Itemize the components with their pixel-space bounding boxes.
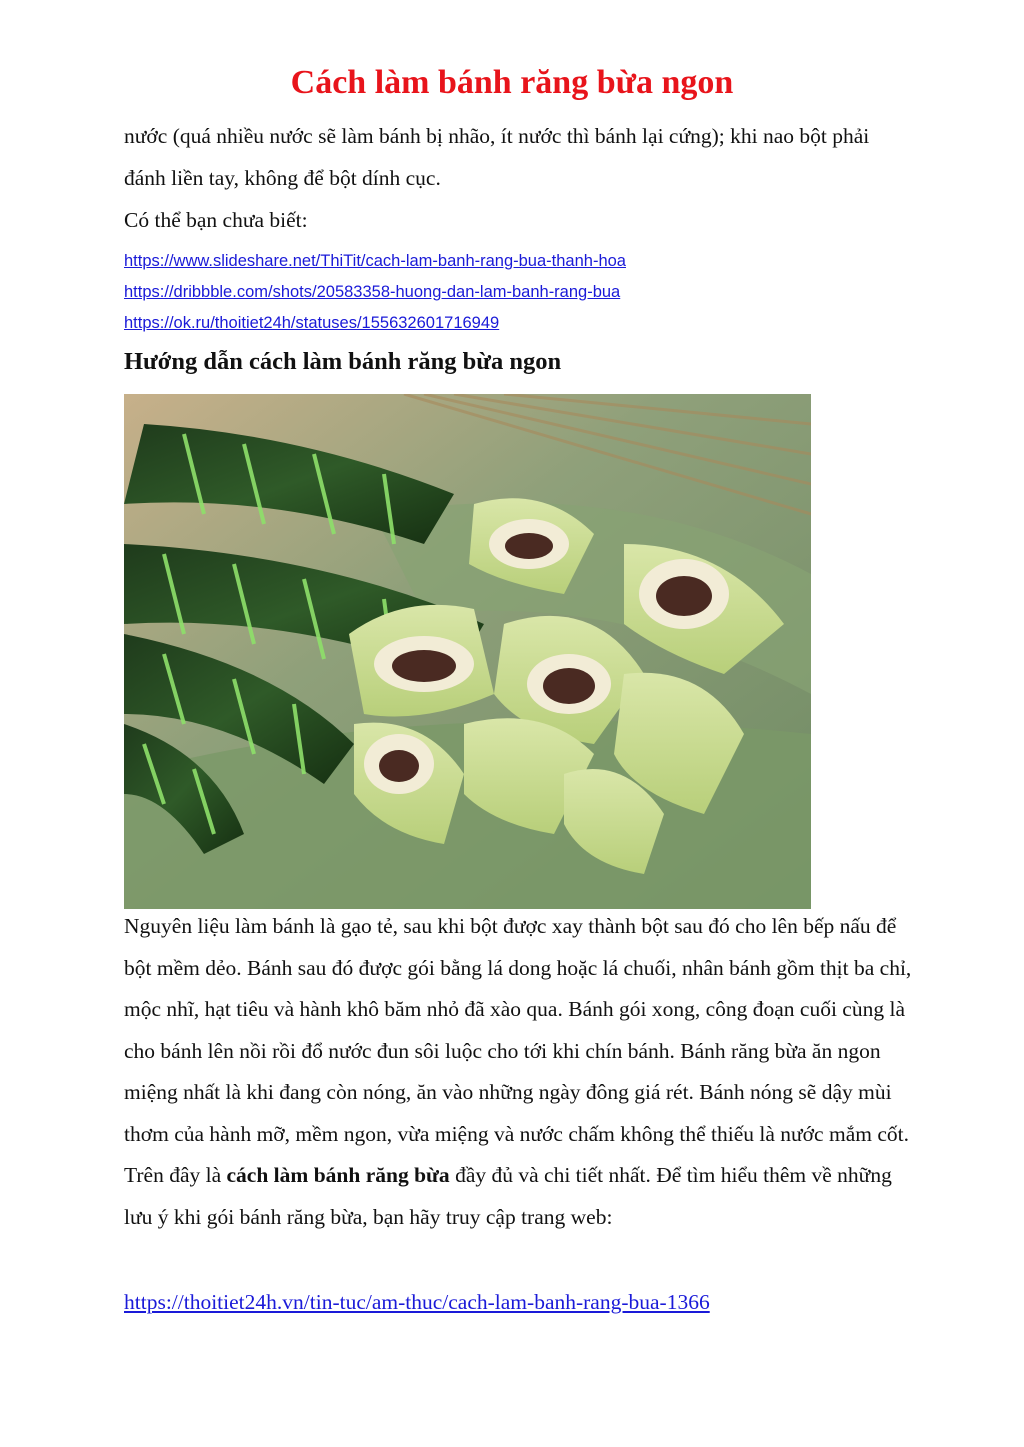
body-text-part2: đầy đủ và chi tiết nhất. Để tìm hiểu thêm về những lưu ý khi gói bánh răng bừa, bạn hãy truy cập trang web: xyxy=(124,1163,892,1229)
page-title: Cách làm bánh răng bừa ngon xyxy=(290,64,734,101)
related-link-okru[interactable]: https://ok.ru/thoitiet24h/statuses/155632601716949 xyxy=(124,314,500,332)
source-link[interactable]: https://thoitiet24h.vn/tin-tuc/am-thuc/cach-lam-banh-rang-bua-1366 xyxy=(124,1290,710,1314)
related-links-list xyxy=(124,248,626,341)
banh-rang-bua-photo xyxy=(124,394,811,909)
final-link-paragraph xyxy=(124,1282,710,1324)
see-also-label: Có thể bạn chưa biết: xyxy=(124,208,308,232)
body-paragraph xyxy=(124,906,914,1238)
body-text-part1: Nguyên liệu làm bánh là gạo tẻ, sau khi bột được xay thành bột sau đó cho lên bếp nấu để bột mềm dẻo. Bánh sau đó được gói bằng lá dong hoặc lá chuối, nhân bánh gồm thịt ba chỉ, mộc nhĩ, hạt tiêu và hành khô băm nhỏ đã xào qua. Bánh gói xong, công đoạn cuối cùng là cho bánh lên nồi rồi đổ nước đun sôi luộc cho tới khi chín bánh. Bánh răng bừa ăn ngon miệng nhất là khi đang còn nóng, ăn vào những ngày đông giá rét. Bánh nóng sẽ dậy mùi thơm của hành mỡ, mềm ngon, vừa miệng và nước chấm không thể thiếu là nước mắm cốt. Trên đây là xyxy=(124,914,912,1187)
related-link-item xyxy=(124,248,626,279)
intro-paragraph: nước (quá nhiều nước sẽ làm bánh bị nhão, ít nước thì bánh lại cứng); khi nao bột phải đánh liền tay, không để bột dính cục. xyxy=(124,124,870,190)
related-link-item xyxy=(124,310,626,341)
body-text-bold: cách làm bánh răng bừa xyxy=(226,1163,450,1187)
related-link-dribbble[interactable]: https://dribbble.com/shots/20583358-huong-dan-lam-banh-rang-bua xyxy=(124,283,621,301)
related-link-slideshare[interactable]: https://www.slideshare.net/ThiTit/cach-lam-banh-rang-bua-thanh-hoa xyxy=(124,252,626,270)
related-link-item xyxy=(124,279,626,310)
section-heading: Hướng dẫn cách làm bánh răng bừa ngon xyxy=(124,348,562,375)
